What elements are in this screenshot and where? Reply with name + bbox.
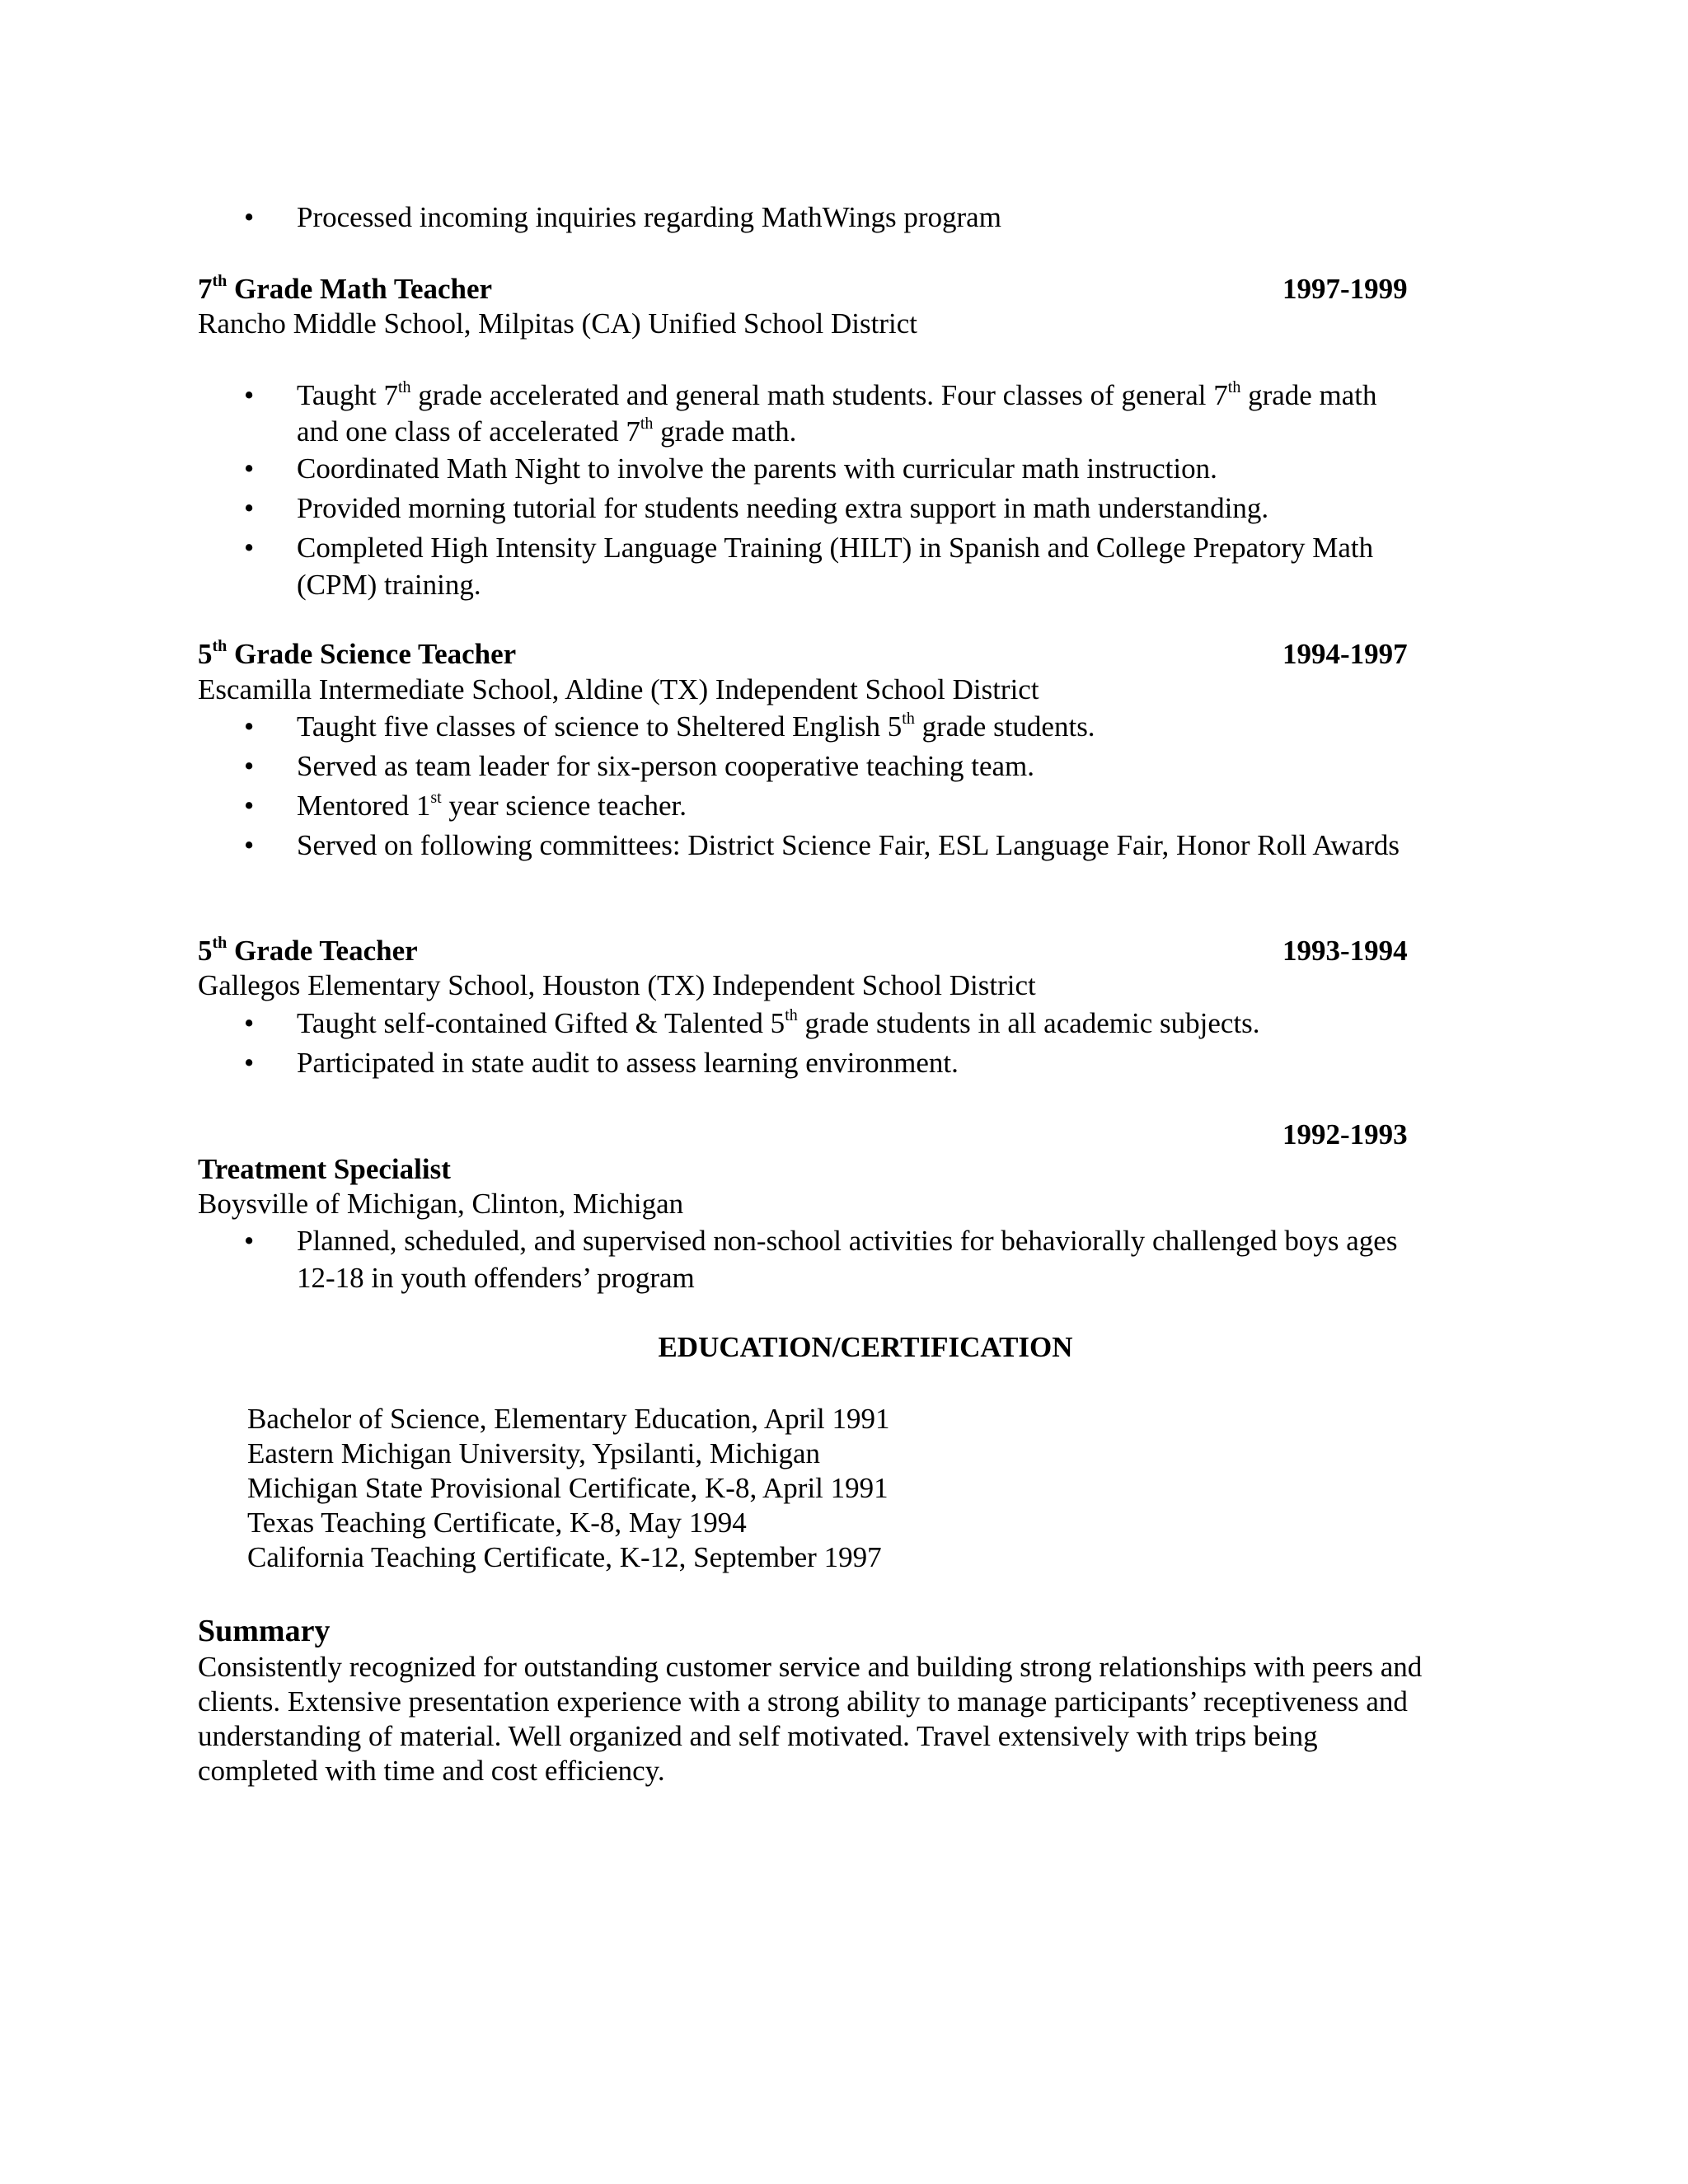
education-heading: EDUCATION/CERTIFICATION <box>658 1331 1073 1363</box>
bullet-icon: • <box>244 452 255 485</box>
job-bullet: Planned, scheduled, and supervised non-school activities for behaviorally challenged boys ages <box>297 1225 1398 1257</box>
bullet-icon: • <box>244 829 255 861</box>
job-bullet: Taught 7th grade accelerated and general math students. Four classes of general 7th grade math <box>297 378 1377 411</box>
education-item: Texas Teaching Certificate, K-8, May 1994 <box>247 1507 747 1539</box>
bullet-icon: • <box>244 1225 255 1257</box>
job-bullet: Participated in state audit to assess learning environment. <box>297 1047 959 1079</box>
job-title: 5th Grade Teacher <box>198 934 418 967</box>
bullet-icon: • <box>244 379 255 411</box>
bullet-icon: • <box>244 532 255 564</box>
job-bullet-continued: and one class of accelerated 7th grade math. <box>297 415 797 448</box>
job-bullet: Taught five classes of science to Sheltered English 5th grade students. <box>297 710 1095 743</box>
bullet-icon: • <box>244 710 255 743</box>
bullet-icon: • <box>244 750 255 782</box>
bullet-icon: • <box>244 1007 255 1039</box>
job-dates: 1997-1999 <box>1282 273 1408 305</box>
education-item: Michigan State Provisional Certificate, K-8, April 1991 <box>247 1472 889 1504</box>
bullet-icon: • <box>244 201 255 233</box>
education-item: Bachelor of Science, Elementary Education, April 1991 <box>247 1403 890 1435</box>
job-dates: 1993-1994 <box>1282 935 1408 967</box>
job-bullet-continued: 12-18 in youth offenders’ program <box>297 1262 695 1294</box>
job-bullet: Taught self-contained Gifted & Talented 5th grade students in all academic subjects. <box>297 1006 1260 1039</box>
summary-line: Consistently recognized for outstanding customer service and building strong relationships with peers and <box>198 1651 1423 1683</box>
job-bullet: Served on following committees: District Science Fair, ESL Language Fair, Honor Roll Awards <box>297 829 1400 861</box>
job-organization: Escamilla Intermediate School, Aldine (TX) Independent School District <box>198 673 1039 705</box>
job-organization: Boysville of Michigan, Clinton, Michigan <box>198 1188 684 1220</box>
education-item: Eastern Michigan University, Ypsilanti, Michigan <box>247 1437 821 1469</box>
bullet-icon: • <box>244 790 255 822</box>
job-organization: Rancho Middle School, Milpitas (CA) Unified School District <box>198 307 917 340</box>
job-organization: Gallegos Elementary School, Houston (TX) Independent School District <box>198 969 1036 1001</box>
job-bullet: Mentored 1st year science teacher. <box>297 789 687 822</box>
bullet-icon: • <box>244 1047 255 1079</box>
summary-line: clients. Extensive presentation experience with a strong ability to manage participants’ receptiveness and <box>198 1685 1408 1718</box>
job-bullet-continued: (CPM) training. <box>297 569 481 601</box>
job-dates: 1994-1997 <box>1282 638 1408 670</box>
summary-line: completed with time and cost efficiency. <box>198 1755 665 1787</box>
education-item: California Teaching Certificate, K-12, September 1997 <box>247 1541 882 1573</box>
job-dates: 1992-1993 <box>1282 1118 1408 1151</box>
job-title: Treatment Specialist <box>198 1153 451 1185</box>
bullet-icon: • <box>244 492 255 524</box>
job-title: 5th Grade Science Teacher <box>198 637 517 670</box>
job-title: 7th Grade Math Teacher <box>198 272 493 305</box>
top-bullet-text: Processed incoming inquiries regarding MathWings program <box>297 201 1001 233</box>
job-bullet: Provided morning tutorial for students needing extra support in math understanding. <box>297 492 1269 524</box>
job-bullet: Coordinated Math Night to involve the parents with curricular math instruction. <box>297 452 1217 485</box>
summary-line: understanding of material. Well organized and self motivated. Travel extensively with trips being <box>198 1720 1318 1752</box>
job-bullet: Completed High Intensity Language Training (HILT) in Spanish and College Prepatory Math <box>297 532 1374 564</box>
summary-heading: Summary <box>198 1614 331 1648</box>
job-bullet: Served as team leader for six-person cooperative teaching team. <box>297 750 1035 782</box>
